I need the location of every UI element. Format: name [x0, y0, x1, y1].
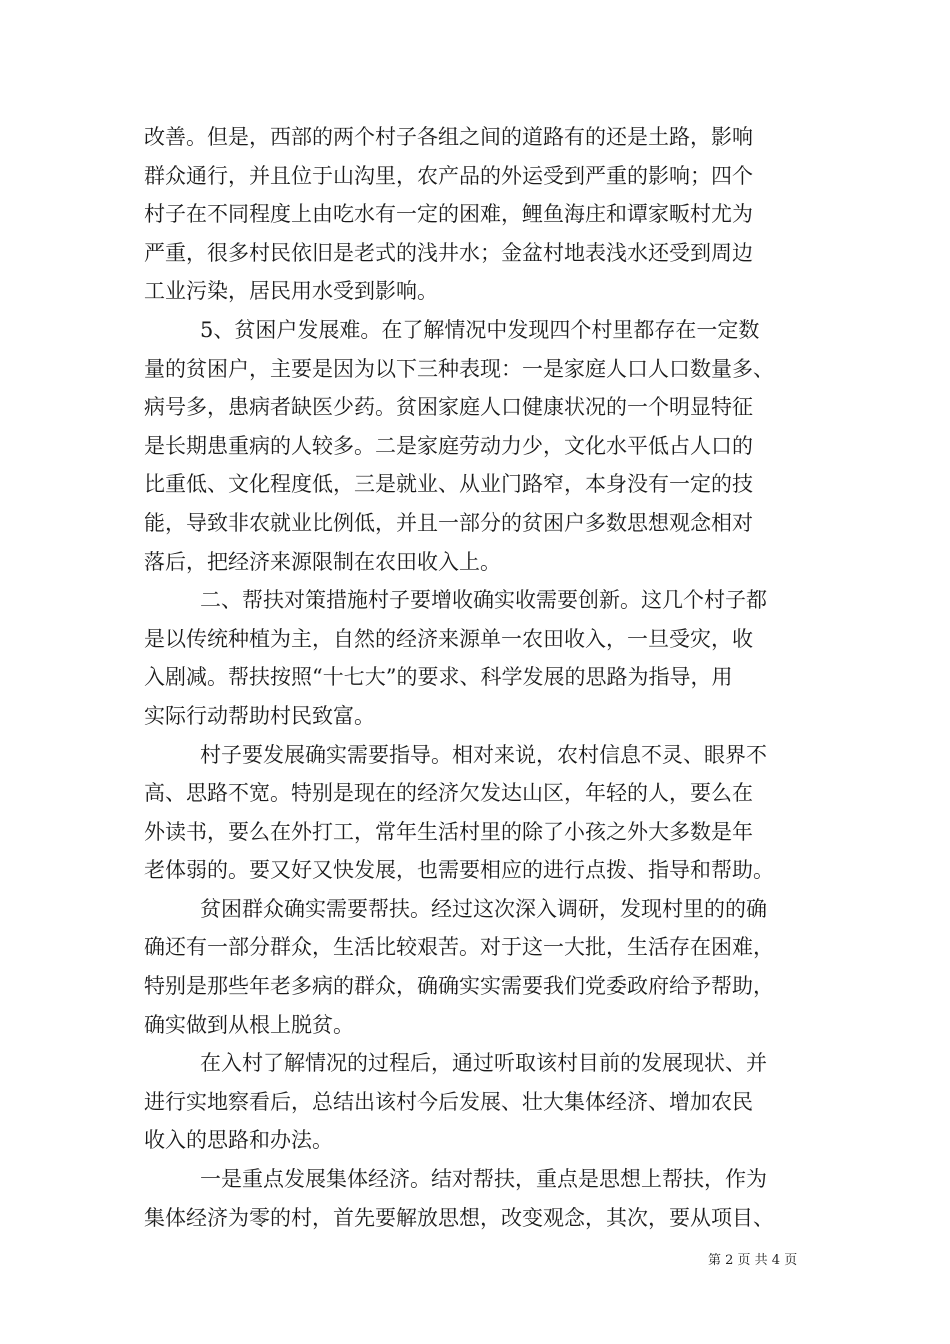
body-line: 落后，把经济来源限制在农田收入上。 — [144, 549, 501, 574]
paragraph-first-line: 贫困群众确实需要帮扶。经过这次深入调研，发现村里的的确 — [200, 896, 767, 921]
body-line: 严重，很多村民依旧是老式的浅井水；金盆村地表浅水还受到周边 — [144, 240, 753, 265]
body-line: 集体经济为零的村，首先要解放思想，改变观念，其次，要从项目、 — [144, 1205, 774, 1230]
body-line: 病号多，患病者缺医少药。贫困家庭人口健康状况的一个明显特征 — [144, 395, 753, 420]
paragraph-first-line: 二、帮扶对策措施村子要增收确实收需要创新。这几个村子都 — [200, 588, 767, 613]
body-line: 进行实地察看后，总结出该村今后发展、壮大集体经济、增加农民 — [144, 1089, 753, 1114]
body-line: 确还有一部分群众，生活比较艰苦。对于这一大批，生活存在困难， — [144, 935, 774, 960]
body-line: 确实做到从根上脱贫。 — [144, 1012, 354, 1037]
body-line: 工业污染，居民用水受到影响。 — [144, 279, 438, 304]
body-line: 外读书，要么在外打工，常年生活村里的除了小孩之外大多数是年 — [144, 819, 753, 844]
body-line: 是以传统种植为主，自然的经济来源单一农田收入，一旦受灾，收 — [144, 626, 753, 651]
paragraph-first-line: 5、贫困户发展难。在了解情况中发现四个村里都存在一定数 — [200, 317, 760, 342]
document-body — [144, 120, 814, 1239]
paragraph-first-line: 一是重点发展集体经济。结对帮扶，重点是思想上帮扶，作为 — [200, 1167, 767, 1192]
body-line: 能，导致非农就业比例低，并且一部分的贫困户多数思想观念相对 — [144, 510, 753, 535]
body-line: 老体弱的。要又好又快发展，也需要相应的进行点拨、指导和帮助。 — [144, 858, 774, 883]
body-line: 群众通行，并且位于山沟里，农产品的外运受到严重的影响；四个 — [144, 163, 753, 188]
body-line: 比重低、文化程度低，三是就业、从业门路窄，本身没有一定的技 — [144, 472, 753, 497]
paragraph-first-line: 村子要发展确实需要指导。相对来说，农村信息不灵、眼界不 — [200, 742, 767, 767]
page-number-footer: 第 2 页 共 4 页 — [708, 1253, 798, 1268]
body-line: 入剧减。帮扶按照“十七大”的要求、科学发展的思路为指导，用 — [144, 665, 733, 690]
body-line: 是长期患重病的人较多。二是家庭劳动力少，文化水平低占人口的 — [144, 433, 753, 458]
paragraph-first-line: 在入村了解情况的过程后，通过听取该村目前的发展现状、并 — [200, 1051, 767, 1076]
body-line: 收入的思路和办法。 — [144, 1128, 333, 1153]
body-line: 实际行动帮助村民致富。 — [144, 703, 375, 728]
body-line: 改善。但是，西部的两个村子各组之间的道路有的还是土路，影响 — [144, 125, 753, 149]
body-line: 特别是那些年老多病的群众，确确实实需要我们党委政府给予帮助， — [144, 974, 774, 999]
body-line: 量的贫困户，主要是因为以下三种表现：一是家庭人口人口数量多、 — [144, 356, 774, 381]
body-line: 村子在不同程度上由吃水有一定的困难，鲤鱼海庄和谭家畈村尤为 — [144, 202, 753, 227]
body-line: 高、思路不宽。特别是现在的经济欠发达山区，年轻的人，要么在 — [144, 781, 753, 806]
